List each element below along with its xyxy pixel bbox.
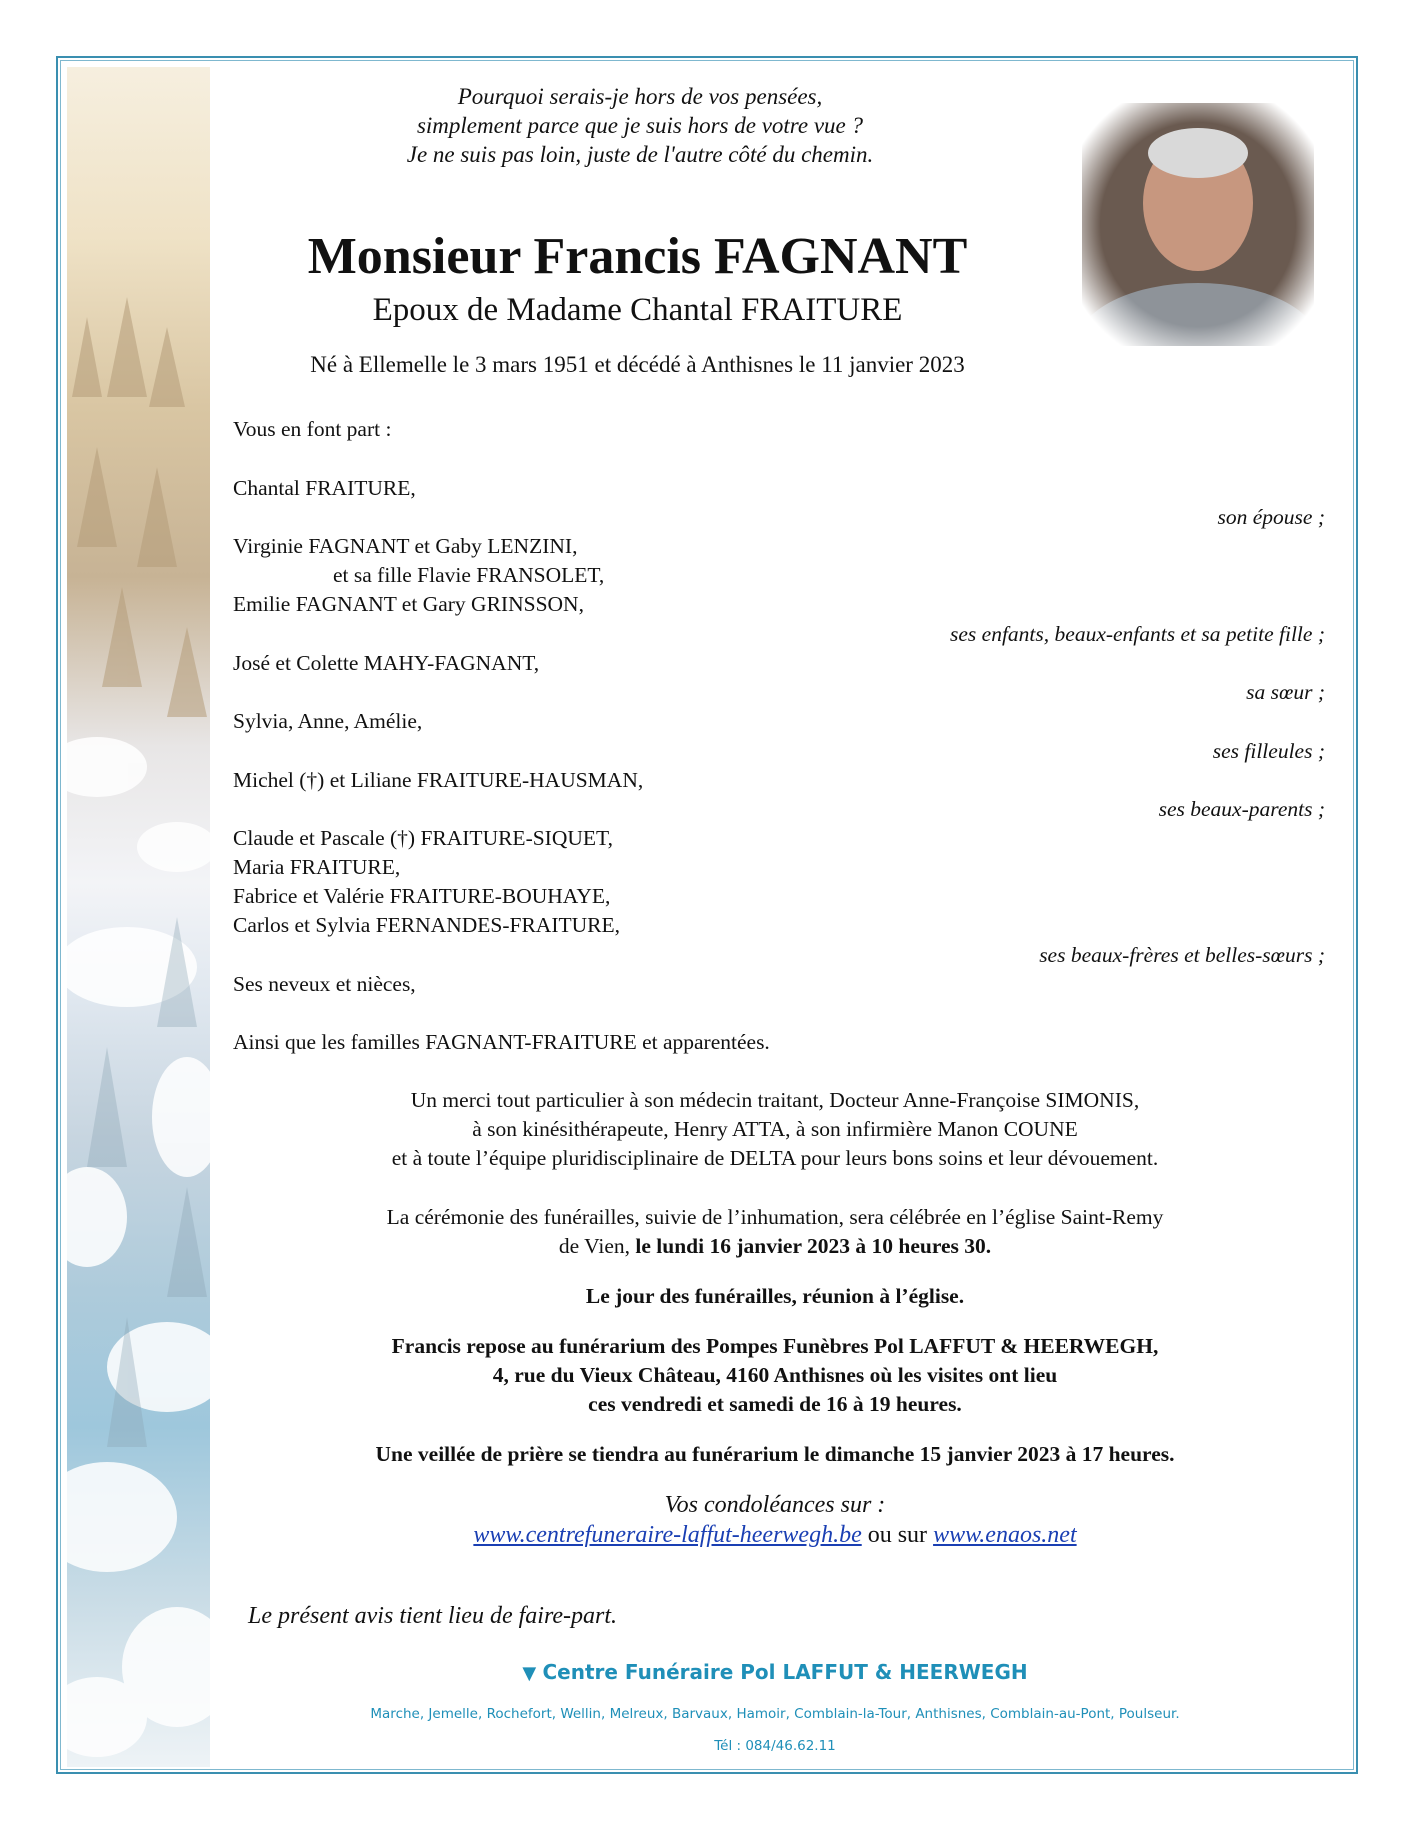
vigil-line: Une veillée de prière se tiendra au funérarium le dimanche 15 janvier 2023 à 17 heures. — [375, 1442, 1175, 1466]
thanks-line: Un merci tout particulier à son médecin traitant, Docteur Anne-Françoise SIMONIS, — [410, 1088, 1140, 1112]
family-line: Claude et Pascale (†) FRAITURE-SIQUET, — [233, 826, 613, 850]
announce-line: Vous en font part : — [233, 417, 392, 441]
family-line: Fabrice et Valérie FRAITURE-BOUHAYE, — [233, 884, 611, 908]
brand-name: Centre Funéraire Pol LAFFUT & HEERWEGH — [542, 1660, 1028, 1684]
family-line: Virginie FAGNANT et Gaby LENZINI, — [233, 534, 578, 558]
rest-line: ces vendredi et samedi de 16 à 19 heures. — [588, 1392, 962, 1416]
relation-line: sa sœur ; — [1246, 680, 1325, 704]
thanks-line: à son kinésithérapeute, Henry ATTA, à son infirmière Manon COUNE — [472, 1117, 1078, 1141]
family-line: Carlos et Sylvia FERNANDES-FRAITURE, — [233, 913, 620, 937]
relation-line: ses beaux-frères et belles-sœurs ; — [1039, 943, 1325, 967]
family-line: Chantal FRAITURE, — [233, 476, 416, 500]
poem-line-3: Je ne suis pas loin, juste de l'autre côté du chemin. — [406, 142, 874, 167]
footer-locations: Marche, Jemelle, Rochefort, Wellin, Melreux, Barvaux, Hamoir, Comblain-la-Tour, Anthisnes, Comblain-au-Pont, Poulseur. — [370, 1706, 1180, 1722]
birth-death-line: Né à Ellemelle le 3 mars 1951 et décédé à Anthisnes le 11 janvier 2023 — [310, 352, 965, 377]
family-line: Maria FRAITURE, — [233, 855, 401, 879]
footer-phone: Tél : 084/46.62.11 — [714, 1738, 836, 1754]
rest-line: Francis repose au funérarium des Pompes Funèbres Pol LAFFUT & HEERWEGH, — [391, 1334, 1159, 1358]
condolences-link-secondary[interactable]: www.enaos.net — [933, 1522, 1077, 1548]
meeting-line: Le jour des funérailles, réunion à l’église. — [585, 1284, 965, 1308]
notice-line: Le présent avis tient lieu de faire-part. — [248, 1603, 618, 1629]
rest-line: 4, rue du Vieux Château, 4160 Anthisnes où les visites ont lieu — [492, 1363, 1058, 1387]
condolences-links — [210, 1522, 1340, 1549]
condolences-link-primary[interactable]: www.centrefuneraire-laffut-heerwegh.be — [473, 1522, 862, 1548]
snowy-forest-image — [67, 67, 210, 1767]
ceremony-line: La cérémonie des funérailles, suivie de l’inhumation, sera célébrée en l’église Saint-Remy — [386, 1205, 1164, 1229]
family-line: Michel (†) et Liliane FRAITURE-HAUSMAN, — [233, 768, 644, 792]
poem-line-1: Pourquoi serais-je hors de vos pensées, — [457, 84, 823, 109]
relation-line: ses enfants, beaux-enfants et sa petite fille ; — [950, 622, 1325, 646]
family-line: Sylvia, Anne, Amélie, — [233, 709, 423, 733]
triangle-down-icon: ▼ — [522, 1663, 543, 1684]
family-line: Ainsi que les familles FAGNANT-FRAITURE et apparentées. — [233, 1030, 770, 1054]
spouse-line: Epoux de Madame Chantal FRAITURE — [372, 292, 903, 328]
family-line: et sa fille Flavie FRANSOLET, — [333, 563, 605, 587]
family-line: José et Colette MAHY-FAGNANT, — [233, 651, 540, 675]
ceremony-location: de Vien, — [558, 1234, 636, 1258]
condolences-separator: ou sur — [861, 1522, 934, 1548]
family-line: Ses neveux et nièces, — [233, 972, 416, 996]
family-line: Emilie FAGNANT et Gary GRINSSON, — [233, 592, 584, 616]
ceremony-date: le lundi 16 janvier 2023 à 10 heures 30. — [635, 1234, 992, 1258]
ceremony-date-line — [210, 1234, 1340, 1259]
thanks-line: et à toute l’équipe pluridisciplinaire de DELTA pour leurs bons soins et leur dévouement. — [391, 1146, 1159, 1170]
condolences-title: Vos condoléances sur : — [664, 1492, 886, 1518]
portrait-photo — [1082, 103, 1314, 346]
relation-line: ses beaux-parents ; — [1158, 797, 1325, 821]
relation-line: son épouse ; — [1217, 505, 1325, 529]
relation-line: ses filleules ; — [1212, 739, 1325, 763]
poem-line-2: simplement parce que je suis hors de votre vue ? — [416, 113, 864, 138]
footer-brand — [210, 1660, 1340, 1684]
deceased-name: Monsieur Francis FAGNANT — [307, 228, 968, 285]
